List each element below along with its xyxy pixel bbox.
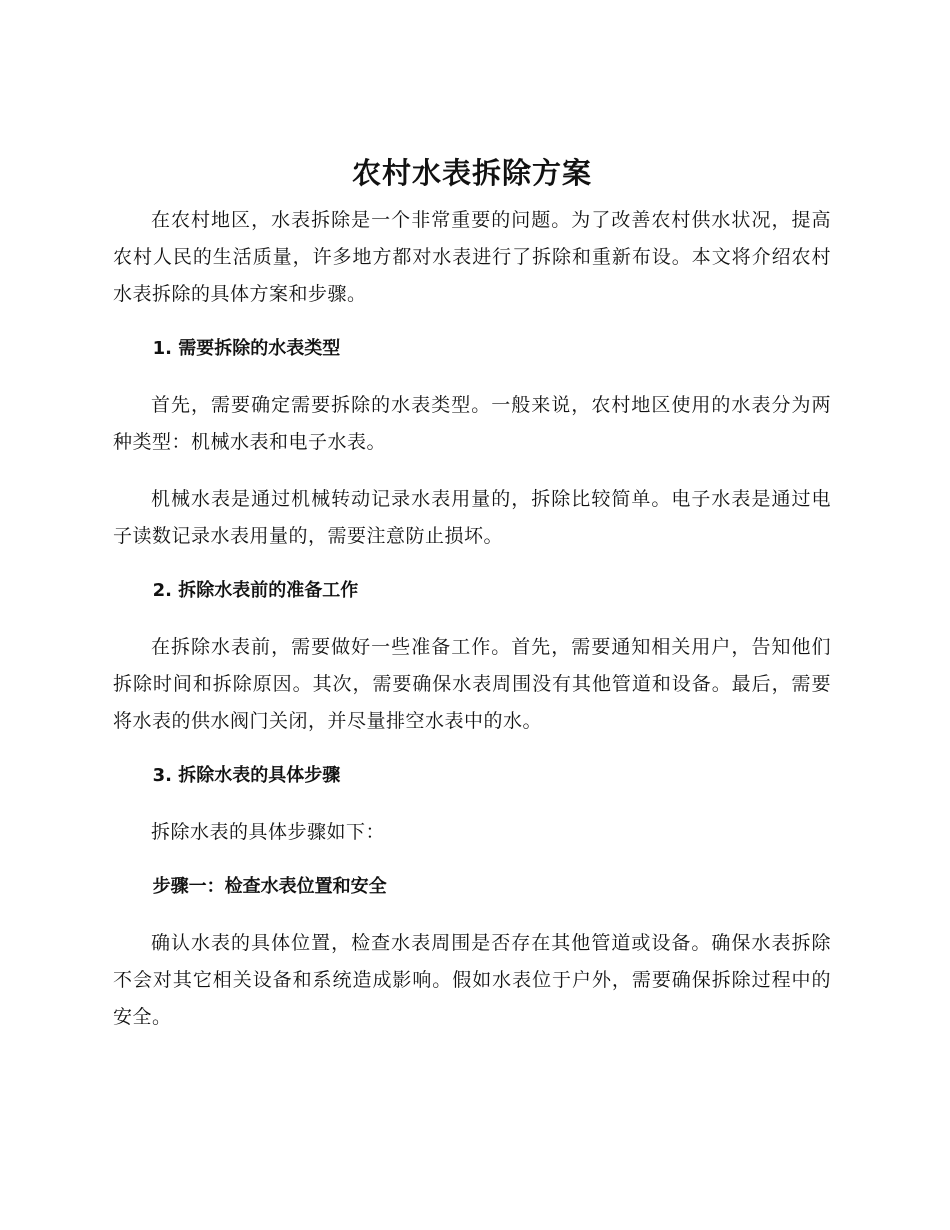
section-2-heading: 2. 拆除水表前的准备工作 xyxy=(152,580,359,601)
intro-paragraph: 在农村地区，水表拆除是一个非常重要的问题。为了改善农村供水状况，提高农村人民的生活质量，许多地方都对水表进行了拆除和重新布设。本文将介绍农村水表拆除的具体方案和步骤。 xyxy=(113,209,831,305)
step-1-heading: 步骤一：检查水表位置和安全 xyxy=(152,876,387,897)
section-3-paragraph-1: 拆除水表的具体步骤如下： xyxy=(151,821,386,843)
section-1-paragraph-2: 机械水表是通过机械转动记录水表用量的，拆除比较简单。电子水表是通过电子读数记录水表用量的，需要注意防止损坏。 xyxy=(113,488,831,547)
document-title: 农村水表拆除方案 xyxy=(351,156,592,190)
section-2-paragraph-1: 在拆除水表前，需要做好一些准备工作。首先，需要通知相关用户，告知他们拆除时间和拆除原因。其次，需要确保水表周围没有其他管道和设备。最后，需要将水表的供水阀门关闭，并尽量排空水表中的水。 xyxy=(113,636,831,732)
document-body xyxy=(113,150,831,1056)
section-3-heading: 3. 拆除水表的具体步骤 xyxy=(152,765,341,786)
section-1-paragraph-1: 首先，需要确定需要拆除的水表类型。一般来说，农村地区使用的水表分为两种类型：机械水表和电子水表。 xyxy=(113,394,831,453)
section-1-heading: 1. 需要拆除的水表类型 xyxy=(152,338,341,359)
step-1-paragraph: 确认水表的具体位置，检查水表周围是否存在其他管道或设备。确保水表拆除不会对其它相关设备和系统造成影响。假如水表位于户外，需要确保拆除过程中的安全。 xyxy=(113,932,831,1028)
